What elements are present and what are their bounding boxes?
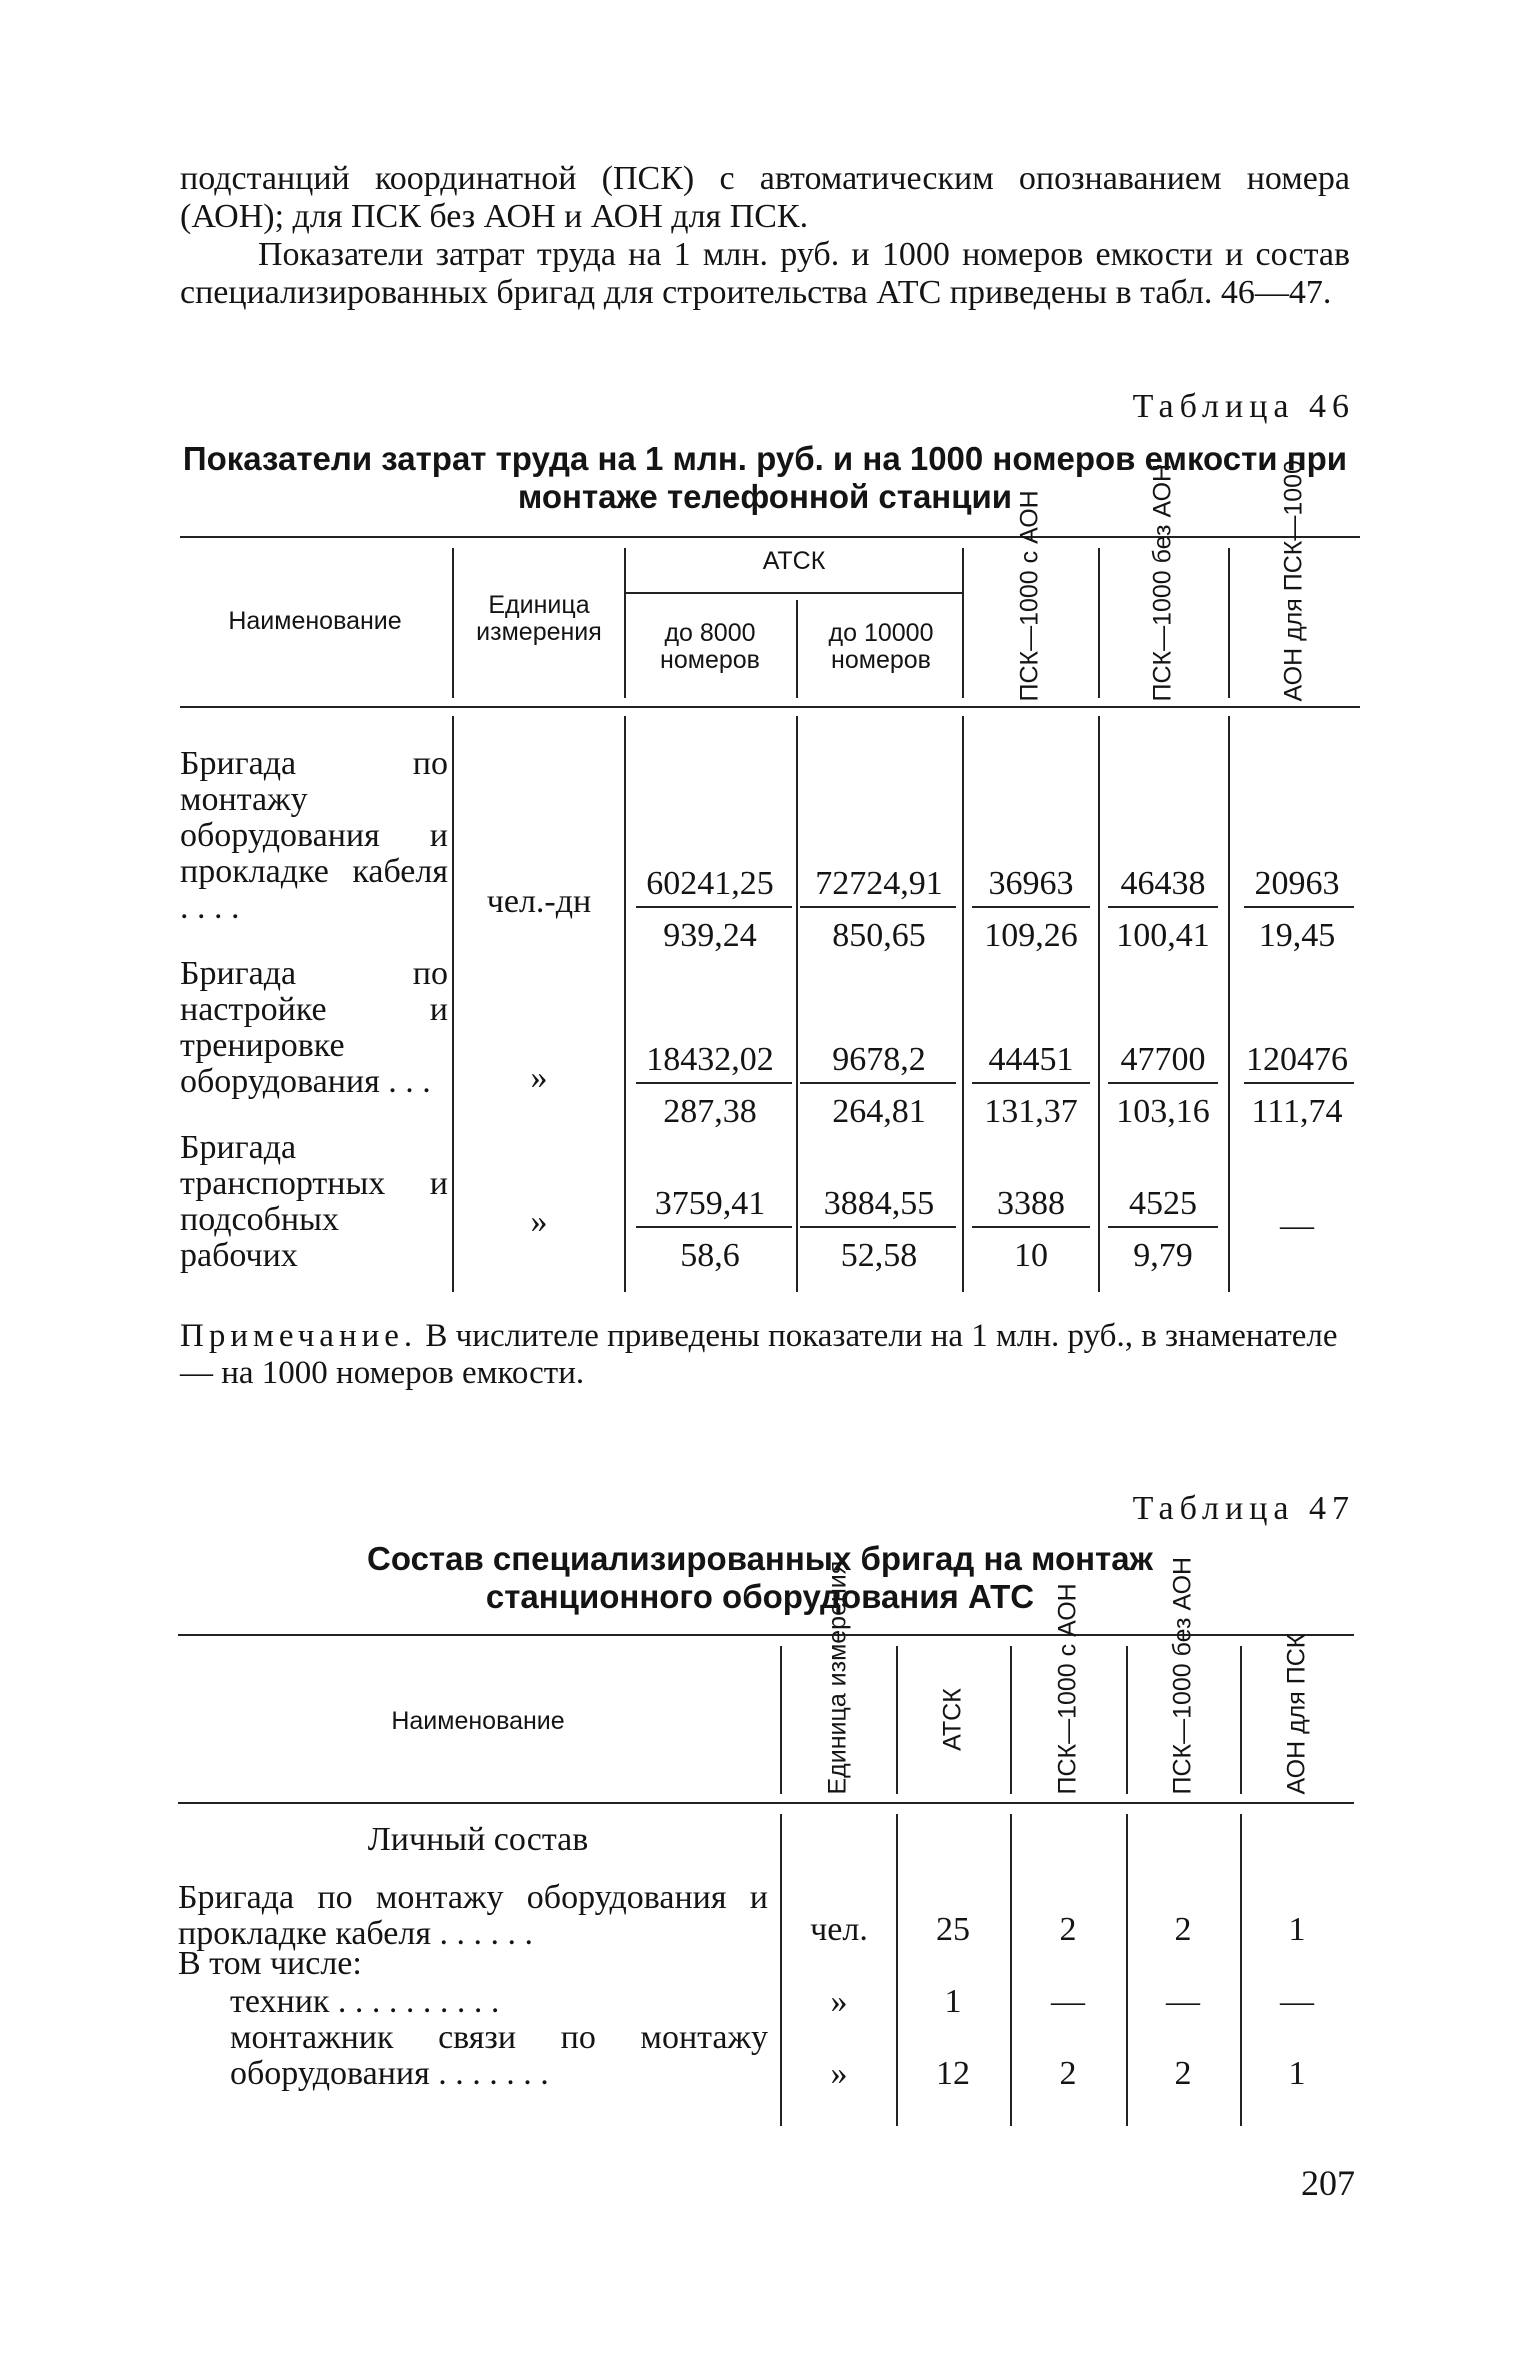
t46-row-1-name: Бригада по монтажу оборудования и прокладке кабеля . . . . xyxy=(180,745,448,926)
t47-vline-4 xyxy=(1126,1646,1128,1794)
t47-header-atsk: АТСК xyxy=(938,1688,967,1751)
t46-r3-c2-num: 3884,55 xyxy=(823,1185,935,1222)
t46-r1-c4-bar xyxy=(1108,906,1218,908)
t46-header-unit: Единица измерения xyxy=(476,591,602,646)
t46-r1-c5-bar xyxy=(1244,906,1354,908)
t46-r2-c2-den: 264,81 xyxy=(832,1093,926,1130)
t47-row-3-unit: » xyxy=(830,1983,848,2020)
table46-note xyxy=(180,1318,1350,1392)
t47-vline-3 xyxy=(1010,1646,1012,1794)
t46-vline-body-1 xyxy=(452,716,454,1292)
t47-header-psk-no-aon: ПСК—1000 без АОН xyxy=(1168,1556,1197,1795)
t46-r1-c4-num: 46438 xyxy=(1120,865,1206,902)
t47-row-3-aon-psk: — xyxy=(1280,1983,1314,2020)
t46-r3-c3-num: 3388 xyxy=(997,1185,1065,1222)
t46-r2-c2-num: 9678,2 xyxy=(832,1041,926,1078)
t46-r1-c5-num: 20963 xyxy=(1254,865,1340,902)
t46-r3-c1-den: 58,6 xyxy=(680,1237,740,1274)
table46-header-rule xyxy=(180,706,1360,708)
intro-paragraph-2: Показатели затрат труда на 1 млн. руб. и 1000 номеров емкости и состав специализированных бригад для строительства АТС приведены в табл. 46—47. xyxy=(180,236,1350,311)
t46-r1-c5-den: 19,45 xyxy=(1258,917,1336,954)
t47-row-4-psk-aon: 2 xyxy=(1059,2055,1077,2092)
intro-paragraph-1: подстанций координатной (ПСК) с автоматическим опознаванием номера (АОН); для ПСК без АОН и АОН для ПСК. xyxy=(180,160,1350,235)
table47-header-rule xyxy=(178,1802,1354,1804)
t46-vline-body-4 xyxy=(962,716,964,1292)
t47-row-4-name: монтажник связи по монтажу оборудования . . . . . . . xyxy=(230,2019,768,2092)
t46-header-atsk: АТСК xyxy=(762,547,826,575)
t46-row-2-unit: » xyxy=(530,1059,548,1096)
note-word: Примечание. xyxy=(180,1318,418,1354)
t46-r2-c1-bar xyxy=(636,1082,792,1084)
t46-r2-c3-den: 131,37 xyxy=(984,1093,1078,1130)
page-number: 207 xyxy=(1301,2163,1355,2203)
t47-row-4-aon-psk: 1 xyxy=(1288,2055,1306,2092)
t47-row-3-atsk: 1 xyxy=(944,1983,962,2020)
t46-r2-c4-num: 47700 xyxy=(1120,1041,1206,1078)
t46-header-name: Наименование xyxy=(228,607,402,635)
t46-r1-c1-bar xyxy=(636,906,792,908)
t47-row-2-name: В том числе: xyxy=(178,1945,362,1982)
t47-header-name: Наименование xyxy=(391,1707,565,1735)
table47-title: Состав специализированных бригад на монтаж станционного оборудования АТС xyxy=(367,1540,1153,1615)
t47-row-4-unit: » xyxy=(830,2055,848,2092)
t46-vline-1 xyxy=(452,548,454,698)
t46-row-3-unit: » xyxy=(530,1203,548,1240)
t47-section: Личный состав xyxy=(367,1821,589,1858)
t47-header-aon-psk: АОН для ПСК xyxy=(1282,1633,1311,1795)
table47-label: Таблица 47 xyxy=(1132,1490,1355,1527)
t46-r3-c1-num: 3759,41 xyxy=(654,1185,766,1222)
t46-r2-c1-num: 18432,02 xyxy=(646,1041,774,1078)
table46-top-rule xyxy=(180,536,1360,538)
t46-vline-3 xyxy=(796,600,798,698)
t46-r1-c3-bar xyxy=(972,906,1090,908)
table46-label: Таблица 46 xyxy=(1132,388,1355,425)
t46-header-atsk-10000: до 10000 номеров xyxy=(828,619,934,674)
t46-r1-c4-den: 100,41 xyxy=(1116,917,1210,954)
t46-header-atsk-8000: до 8000 номеров xyxy=(660,619,760,674)
t46-header-psk-no-aon: ПСК—1000 без АОН xyxy=(1148,463,1177,702)
t46-row-1-unit: чел.-дн xyxy=(486,883,592,920)
t46-r3-c2-bar xyxy=(800,1226,956,1228)
t47-row-3-psk-aon: — xyxy=(1051,1983,1085,2020)
t46-r2-c4-bar xyxy=(1108,1082,1218,1084)
t46-r2-c2-bar xyxy=(800,1082,956,1084)
t47-header-unit: Единица измерения xyxy=(823,1560,852,1795)
t47-vline-5 xyxy=(1240,1646,1242,1794)
t46-r3-c5-dash: — xyxy=(1280,1207,1314,1244)
t47-vline-2 xyxy=(896,1646,898,1794)
t46-r2-c5-bar xyxy=(1244,1082,1354,1084)
t46-row-3-name: Бригада транспортных и подсобных рабочих xyxy=(180,1129,448,1274)
t46-vline-body-2 xyxy=(624,716,626,1292)
t47-header-psk-aon: ПСК—1000 с АОН xyxy=(1053,1583,1082,1795)
t46-r3-c2-den: 52,58 xyxy=(840,1237,918,1274)
t47-vline-body-1 xyxy=(780,1814,782,2126)
t47-row-3-name: техник . . . . . . . . . . xyxy=(230,1983,500,2020)
t46-vline-5 xyxy=(1098,548,1100,698)
t46-r3-c3-bar xyxy=(972,1226,1090,1228)
t46-vline-4 xyxy=(962,548,964,698)
t47-row-3-psk-no-aon: — xyxy=(1166,1983,1200,2020)
t47-row-1-psk-aon: 2 xyxy=(1059,1911,1077,1948)
t46-row-2-name: Бригада по настройке и тренировке оборудования . . . xyxy=(180,955,448,1100)
t47-row-4-atsk: 12 xyxy=(936,2055,970,2092)
t47-row-1-unit: чел. xyxy=(810,1911,868,1948)
t46-r3-c4-num: 4525 xyxy=(1129,1185,1197,1222)
t46-r2-c5-den: 111,74 xyxy=(1251,1093,1343,1130)
t46-r2-c3-bar xyxy=(972,1082,1090,1084)
t47-vline-1 xyxy=(780,1646,782,1794)
t46-r1-c2-bar xyxy=(800,906,956,908)
t46-r2-c3-num: 44451 xyxy=(988,1041,1074,1078)
t46-r1-c1-num: 60241,25 xyxy=(646,865,774,902)
t46-r1-c3-den: 109,26 xyxy=(984,917,1078,954)
t47-row-1-atsk: 25 xyxy=(936,1911,970,1948)
table46-atsk-rule xyxy=(624,592,962,594)
t47-row-1-psk-no-aon: 2 xyxy=(1174,1911,1192,1948)
t46-r3-c4-den: 9,79 xyxy=(1133,1237,1193,1274)
t46-r2-c4-den: 103,16 xyxy=(1116,1093,1210,1130)
t46-r3-c1-bar xyxy=(636,1226,792,1228)
t47-row-4-psk-no-aon: 2 xyxy=(1174,2055,1192,2092)
t46-r1-c1-den: 939,24 xyxy=(663,917,757,954)
t46-r3-c3-den: 10 xyxy=(1014,1237,1048,1274)
t46-r1-c3-num: 36963 xyxy=(988,865,1074,902)
t46-r1-c2-num: 72724,91 xyxy=(815,865,943,902)
table46-title: Показатели затрат труда на 1 млн. руб. и на 1000 номеров емкости при монтаже телефонной станции xyxy=(182,440,1348,515)
t47-row-1-name: Бригада по монтажу оборудования и прокладке кабеля . . . . . . xyxy=(178,1879,768,1952)
note-text: В числителе приведены показатели на 1 млн. руб., в знаменателе — на 1000 номеров емкости. xyxy=(180,1318,1338,1391)
t46-r3-c4-bar xyxy=(1108,1226,1218,1228)
t47-row-1-aon-psk: 1 xyxy=(1288,1911,1306,1948)
t46-r2-c5-num: 120476 xyxy=(1246,1041,1348,1078)
t46-header-psk-aon: ПСК—1000 с АОН xyxy=(1015,490,1044,702)
t46-header-aon-psk: АОН для ПСК—1000 xyxy=(1279,460,1308,702)
t46-r1-c2-den: 850,65 xyxy=(832,917,926,954)
t46-vline-body-6 xyxy=(1228,716,1230,1292)
t46-vline-6 xyxy=(1228,548,1230,698)
t46-r2-c1-den: 287,38 xyxy=(663,1093,757,1130)
